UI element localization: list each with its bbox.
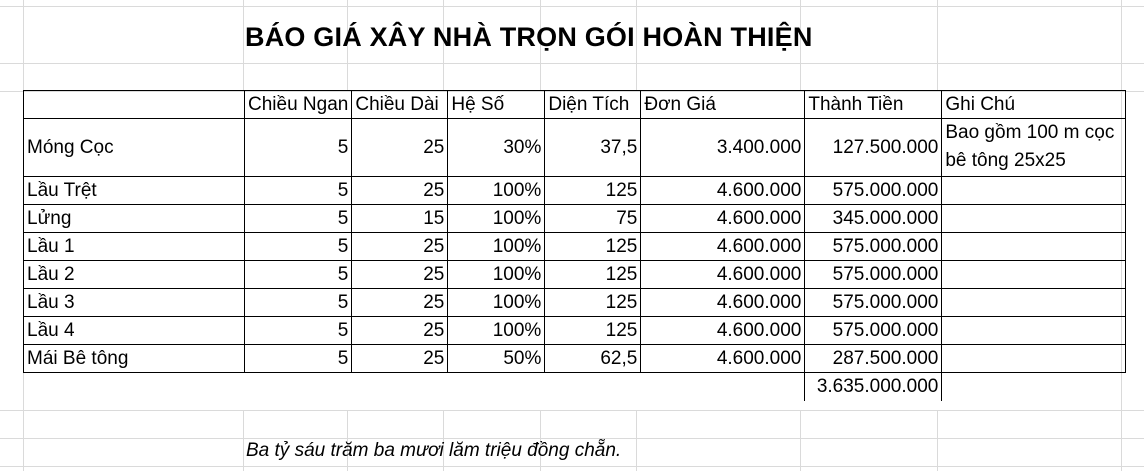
cell-factor[interactable]: 100% <box>448 261 545 289</box>
cell-amount[interactable]: 575.000.000 <box>805 317 942 345</box>
cell-width[interactable]: 5 <box>245 233 352 261</box>
header-cell-length[interactable]: Chiều Dài <box>352 91 448 119</box>
cell-area[interactable]: 75 <box>545 205 641 233</box>
grand-total-cell[interactable]: 3.635.000.000 <box>805 373 942 401</box>
cell-length[interactable]: 25 <box>352 233 448 261</box>
cell-amount[interactable]: 287.500.000 <box>805 345 942 373</box>
cell-length[interactable]: 25 <box>352 289 448 317</box>
cell-factor[interactable]: 30% <box>448 119 545 177</box>
cell-unit-price[interactable]: 4.600.000 <box>641 345 805 373</box>
cell-area[interactable]: 37,5 <box>545 119 641 177</box>
total-in-words[interactable]: Ba tỷ sáu trăm ba mươi lăm triệu đồng chẵn. <box>246 440 622 461</box>
cell-note[interactable] <box>942 233 1126 261</box>
table-row <box>24 177 1126 205</box>
header-cell-item[interactable] <box>24 91 245 119</box>
table-row <box>24 119 1126 177</box>
cell-area[interactable]: 125 <box>545 261 641 289</box>
table-row <box>24 261 1126 289</box>
cell-width[interactable]: 5 <box>245 289 352 317</box>
cell-length[interactable]: 25 <box>352 261 448 289</box>
cell-note[interactable] <box>942 177 1126 205</box>
cell-note[interactable]: Bao gồm 100 m cọc bê tông 25x25 <box>942 119 1126 177</box>
cell-amount[interactable]: 345.000.000 <box>805 205 942 233</box>
cell-unit-price[interactable]: 4.600.000 <box>641 317 805 345</box>
header-row <box>24 91 1126 119</box>
cell-unit-price[interactable]: 3.400.000 <box>641 119 805 177</box>
header-cell-width[interactable]: Chiều Ngan <box>245 91 352 119</box>
cell-length[interactable]: 25 <box>352 345 448 373</box>
cell-note[interactable] <box>942 205 1126 233</box>
cell-note[interactable] <box>942 289 1126 317</box>
cell-note[interactable] <box>942 317 1126 345</box>
cell-length[interactable]: 25 <box>352 177 448 205</box>
cell-item[interactable]: Lầu 4 <box>24 317 245 345</box>
cell-item[interactable]: Mái Bê tông <box>24 345 245 373</box>
cell-area[interactable]: 125 <box>545 317 641 345</box>
cell-unit-price[interactable]: 4.600.000 <box>641 261 805 289</box>
table-row <box>24 205 1126 233</box>
cell-factor[interactable]: 100% <box>448 205 545 233</box>
cell-width[interactable]: 5 <box>245 261 352 289</box>
cell-unit-price[interactable]: 4.600.000 <box>641 289 805 317</box>
header-cell-note[interactable]: Ghi Chú <box>942 91 1126 119</box>
table-row <box>24 233 1126 261</box>
cell-unit-price[interactable]: 4.600.000 <box>641 233 805 261</box>
cell-factor[interactable]: 100% <box>448 289 545 317</box>
header-cell-amount[interactable]: Thành Tiền <box>805 91 942 119</box>
cell-item[interactable]: Lầu 3 <box>24 289 245 317</box>
cell-note[interactable] <box>942 345 1126 373</box>
cell-area[interactable]: 125 <box>545 289 641 317</box>
cell-width[interactable]: 5 <box>245 345 352 373</box>
cell-amount[interactable]: 575.000.000 <box>805 177 942 205</box>
cell-item[interactable]: Lầu Trệt <box>24 177 245 205</box>
cell-item[interactable]: Lầu 1 <box>24 233 245 261</box>
cell-length[interactable]: 25 <box>352 119 448 177</box>
cell-factor[interactable]: 100% <box>448 233 545 261</box>
cell-width[interactable]: 5 <box>245 119 352 177</box>
cell-width[interactable]: 5 <box>245 317 352 345</box>
cell-area[interactable]: 62,5 <box>545 345 641 373</box>
cell-length[interactable]: 25 <box>352 317 448 345</box>
table-row <box>24 289 1126 317</box>
cell-item[interactable]: Lầu 2 <box>24 261 245 289</box>
cell-width[interactable]: 5 <box>245 205 352 233</box>
header-cell-area[interactable]: Diện Tích <box>545 91 641 119</box>
table-row <box>24 317 1126 345</box>
cell-unit-price[interactable]: 4.600.000 <box>641 177 805 205</box>
cell-amount[interactable]: 575.000.000 <box>805 261 942 289</box>
page-title: BÁO GIÁ XÂY NHÀ TRỌN GÓI HOÀN THIỆN <box>245 22 813 52</box>
cell-amount[interactable]: 127.500.000 <box>805 119 942 177</box>
table-row <box>24 345 1126 373</box>
cell-item[interactable]: Lửng <box>24 205 245 233</box>
cell-factor[interactable]: 50% <box>448 345 545 373</box>
header-cell-factor[interactable]: Hệ Số <box>448 91 545 119</box>
cell-note[interactable] <box>942 261 1126 289</box>
cell-width[interactable]: 5 <box>245 177 352 205</box>
cell-length[interactable]: 15 <box>352 205 448 233</box>
cell-factor[interactable]: 100% <box>448 317 545 345</box>
cell-unit-price[interactable]: 4.600.000 <box>641 205 805 233</box>
cell-item[interactable]: Móng Cọc <box>24 119 245 177</box>
header-cell-unit-price[interactable]: Đơn Giá <box>641 91 805 119</box>
cell-area[interactable]: 125 <box>545 177 641 205</box>
total-row <box>24 373 1126 401</box>
price-quote-table <box>23 90 1126 401</box>
cell-amount[interactable]: 575.000.000 <box>805 289 942 317</box>
cell-amount[interactable]: 575.000.000 <box>805 233 942 261</box>
cell-area[interactable]: 125 <box>545 233 641 261</box>
cell-factor[interactable]: 100% <box>448 177 545 205</box>
